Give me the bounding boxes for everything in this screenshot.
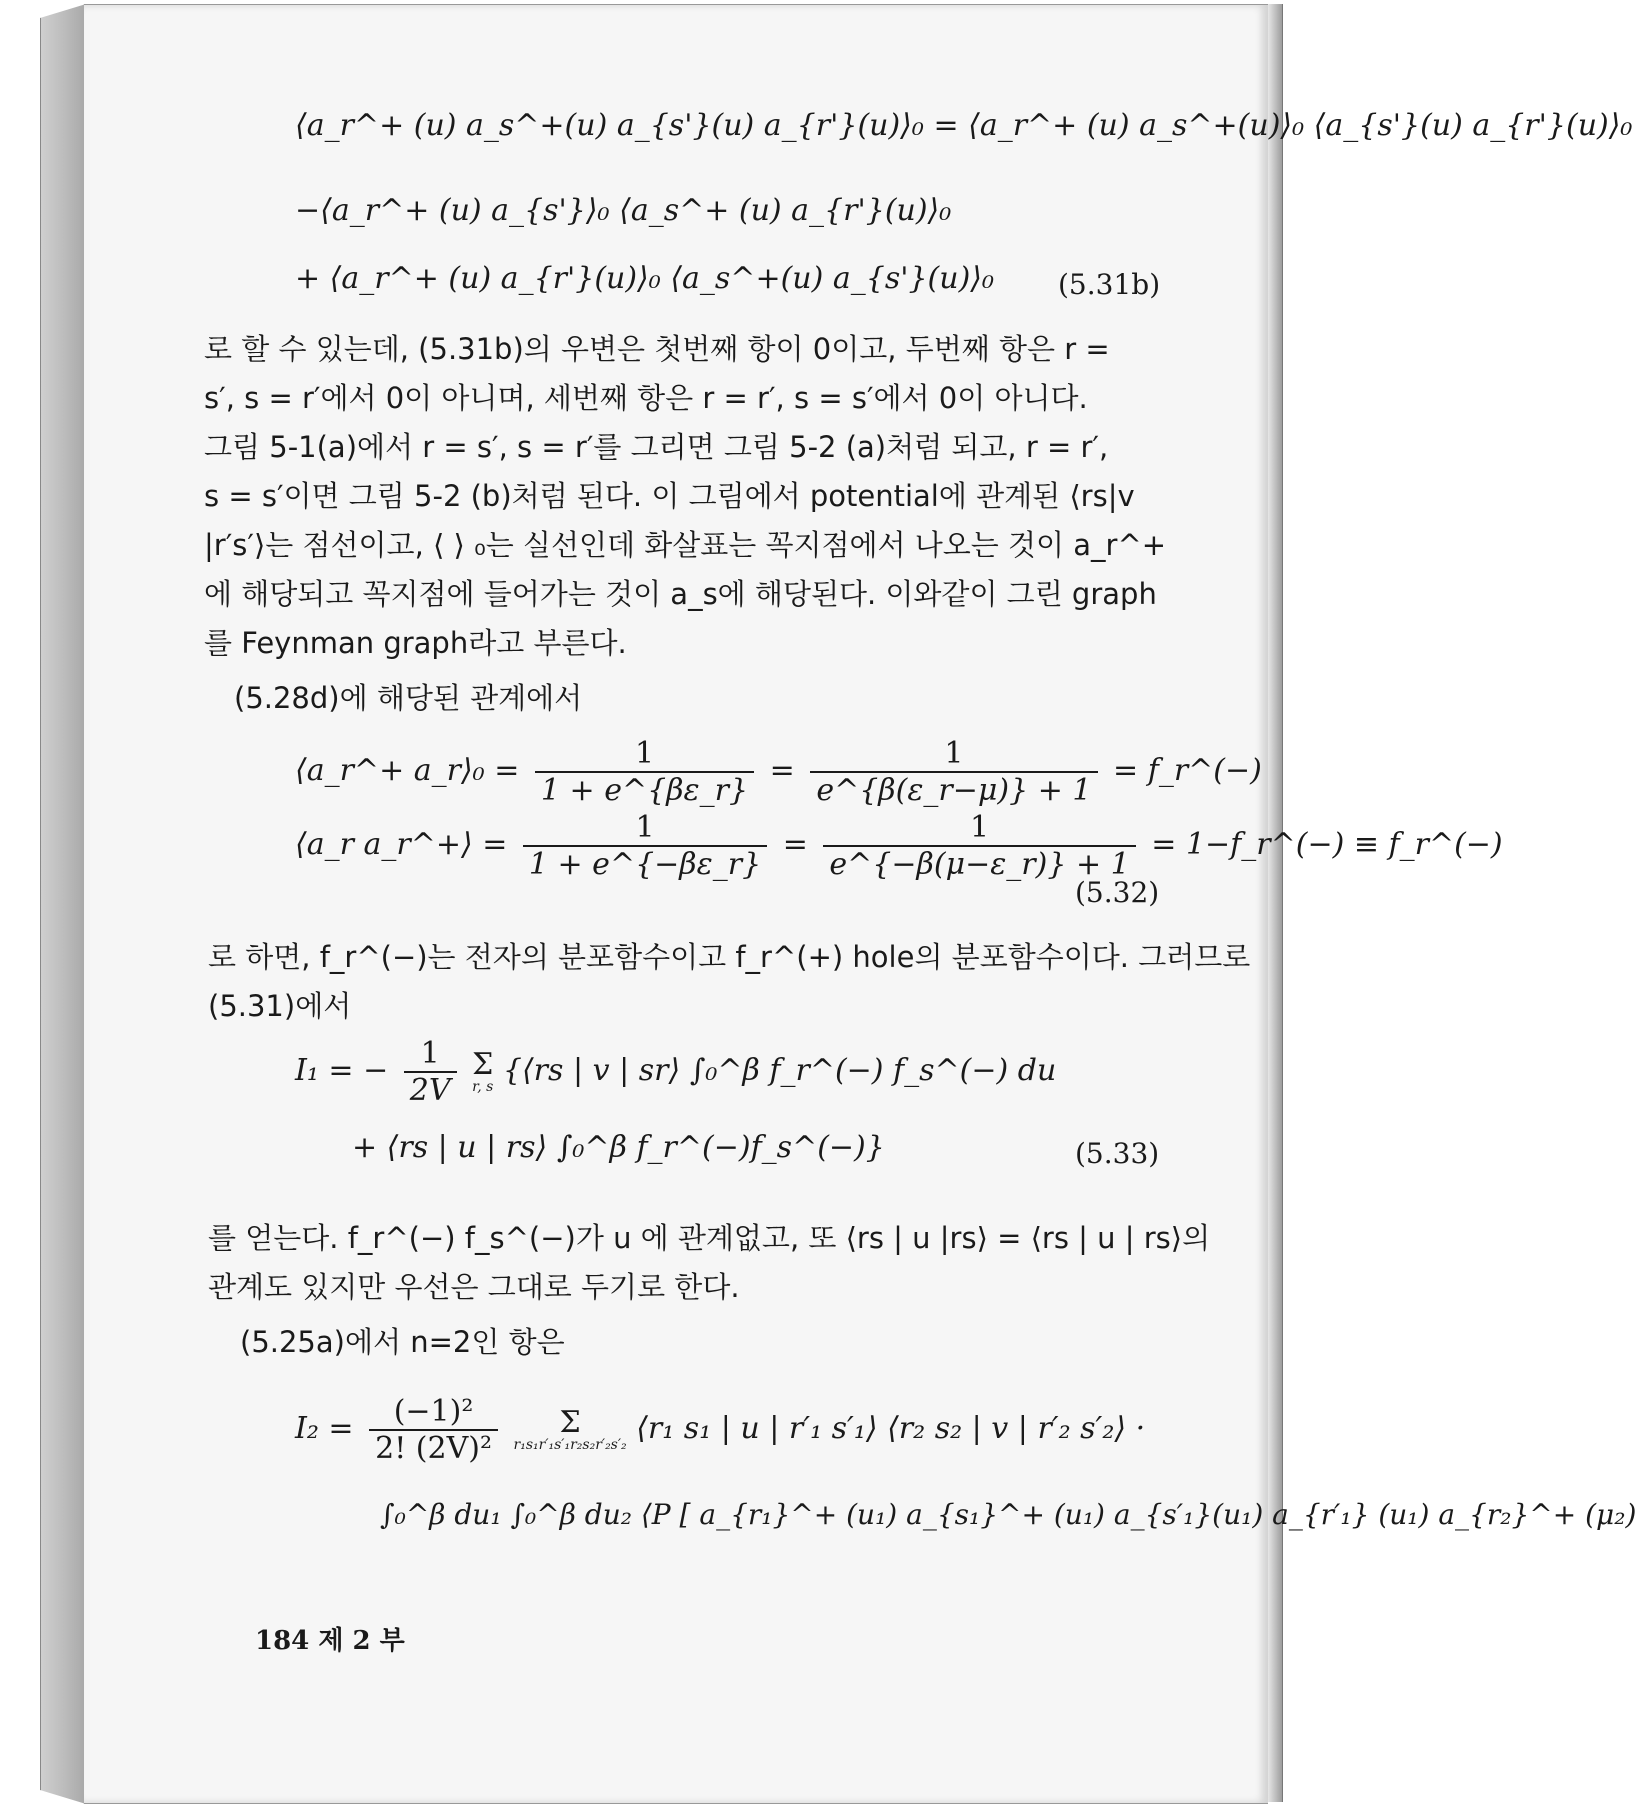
equation-5-31b-line1 bbox=[295, 108, 1632, 143]
equation-lhs: I₂ = bbox=[295, 1411, 354, 1446]
fraction-denominator: e^{−β(μ−ε_r)} + 1 bbox=[829, 847, 1130, 882]
equation-5-32-line2: ⟨a_r a_r^+⟩ = $\frac{1}{1 + e\^{}\{-\beta\varepsilon\_r\}}$ = $\frac{1}{e\^{}\{-\beta(\mu-\varepsilon\_r)\} + 1}$ = 1−f_r^(−) ≡ f_r^(−) bbox=[295, 810, 1503, 882]
fraction bbox=[369, 1394, 498, 1466]
fraction-numerator: 1 bbox=[523, 810, 767, 847]
paragraph-3 bbox=[208, 933, 1250, 1031]
text-line: (5.28d)에 해당된 관계에서 bbox=[234, 681, 583, 715]
equation-term: ⟨r₁ s₁ | u | r′₁ s′₁⟩ ⟨r₂ s₂ | v | r′₂ s′₂⟩ · bbox=[636, 1411, 1146, 1446]
equation-i2-line2 bbox=[380, 1498, 1636, 1531]
equation-text: −⟨a_r^+ (u) a_{s'}⟩₀ ⟨a_s^+ (u) a_{r'}(u)⟩₀ bbox=[295, 193, 952, 228]
equation-5-32-line1: ⟨a_r^+ a_r⟩₀ = $\frac{1}{1 + e\^{}\{\beta\varepsilon\_r\}}$ = $\frac{1}{e\^{}\{\beta(\varepsilon\_r-\mu)\} + 1}$ = f_r^(−) bbox=[295, 736, 1262, 808]
fraction bbox=[823, 810, 1135, 882]
fraction-denominator: 2! (2V)² bbox=[375, 1431, 492, 1466]
fraction-numerator: 1 bbox=[810, 736, 1097, 773]
text-line: 에 해당되고 꼭지점에 들어가는 것이 a_s에 해당된다. 이와같이 그린 graph bbox=[204, 577, 1157, 611]
text-line: 를 Feynman graph라고 부른다. bbox=[204, 626, 627, 660]
text-line: 관계도 있지만 우선은 그대로 두기로 한다. bbox=[208, 1270, 740, 1304]
summation-index: r, s bbox=[472, 1079, 494, 1095]
page-footer: 184 제 2 부 bbox=[255, 1626, 405, 1656]
text-line: (5.25a)에서 n=2인 항은 bbox=[240, 1325, 565, 1359]
fraction-denominator: 1 + e^{βε_r} bbox=[540, 773, 749, 808]
fraction-numerator: 1 bbox=[535, 736, 754, 773]
equation-text: + ⟨a_r^+ (u) a_{r'}(u)⟩₀ ⟨a_s^+(u) a_{s'}(u)⟩₀ bbox=[295, 261, 995, 296]
fraction bbox=[810, 736, 1097, 808]
fraction bbox=[523, 810, 767, 882]
paragraph-5 bbox=[240, 1318, 565, 1367]
paragraph-4 bbox=[208, 1214, 1210, 1312]
summation-sign: Σ bbox=[559, 1405, 581, 1440]
summation bbox=[513, 1405, 627, 1453]
equation-5-33-line1 bbox=[295, 1036, 1056, 1108]
equation-rhs: = 1−f_r^(−) ≡ f_r^(−) bbox=[1151, 827, 1503, 862]
text-line: (5.31)에서 bbox=[208, 989, 352, 1023]
text-line: s = s′이면 그림 5-2 (b)처럼 된다. 이 그림에서 potential에 관계된 ⟨rs|v bbox=[204, 479, 1135, 513]
equation-lhs: I₁ = − bbox=[295, 1053, 389, 1088]
fraction-denominator: 1 + e^{−βε_r} bbox=[528, 847, 762, 882]
fraction bbox=[535, 736, 754, 808]
fraction-denominator: 2V bbox=[409, 1073, 451, 1108]
equation-number-5-31b: (5.31b) bbox=[1058, 268, 1161, 301]
text-line: s′, s = r′에서 0이 아니며, 세번째 항은 r = r′, s = s′에서 0이 아니다. bbox=[204, 381, 1088, 415]
equation-5-31b-line3 bbox=[295, 261, 994, 296]
equation-i2-line1 bbox=[295, 1394, 1145, 1466]
equation-number-5-33: (5.33) bbox=[1075, 1137, 1160, 1170]
summation bbox=[472, 1047, 494, 1095]
text-line: 로 할 수 있는데, (5.31b)의 우변은 첫번째 항이 0이고, 두번째 항은 r = bbox=[204, 332, 1110, 366]
fraction-numerator: 1 bbox=[404, 1036, 457, 1073]
fraction-numerator: (−1)² bbox=[369, 1394, 498, 1431]
equation-text: ⟨a_r^+ (u) a_s^+(u) a_{s'}(u) a_{r'}(u)⟩₀ = ⟨a_r^+ (u) a_s^+(u)⟩₀ ⟨a_{s'}(u) a_{r'}(u)⟩₀ bbox=[295, 108, 1633, 143]
equation-term: {⟨rs | v | sr⟩ ∫₀^β f_r^(−) f_s^(−) du bbox=[502, 1053, 1057, 1088]
summation-sign: Σ bbox=[472, 1047, 494, 1082]
equation-term: ∫₀^β du₁ ∫₀^β du₂ ⟨P [ a_{r₁}^+ (u₁) a_{s₁}^+ (u₁) a_{s′₁}(u₁) a_{r′₁} (u₁) a_{r₂}^+ (μ₂) bbox=[380, 1498, 1636, 1531]
text-line: 그림 5-1(a)에서 r = s′, s = r′를 그리면 그림 5-2 (a)처럼 되고, r = r′, bbox=[204, 430, 1109, 464]
equation-rhs: = f_r^(−) bbox=[1113, 753, 1262, 788]
equation-lhs: ⟨a_r a_r^+⟩ = bbox=[295, 827, 508, 862]
fraction-numerator: 1 bbox=[823, 810, 1135, 847]
fraction bbox=[404, 1036, 457, 1108]
equation-5-33-line2 bbox=[352, 1130, 885, 1165]
paragraph-1 bbox=[204, 325, 1166, 668]
fraction-denominator: e^{β(ε_r−μ)} + 1 bbox=[816, 773, 1092, 808]
equation-lhs: ⟨a_r^+ a_r⟩₀ = bbox=[295, 753, 520, 788]
equation-number-5-32: (5.32) bbox=[1075, 876, 1160, 909]
text-line: 를 얻는다. f_r^(−) f_s^(−)가 u 에 관계없고, 또 ⟨rs | u |rs⟩ = ⟨rs | u | rs⟩의 bbox=[208, 1221, 1211, 1255]
equation-term: + ⟨rs | u | rs⟩ ∫₀^β f_r^(−)f_s^(−)} bbox=[352, 1130, 885, 1165]
equation-5-31b-line2 bbox=[295, 193, 951, 228]
text-line: |r′s′⟩는 점선이고, ⟨ ⟩ ₀는 실선인데 화살표는 꼭지점에서 나오는 것이 a_r^+ bbox=[204, 528, 1167, 562]
paragraph-2 bbox=[234, 674, 582, 723]
text-line: 로 하면, f_r^(−)는 전자의 분포함수이고 f_r^(+) hole의 분포함수이다. 그러므로 bbox=[208, 940, 1251, 974]
summation-index: r₁s₁r′₁s′₁r₂s₂r′₂s′₂ bbox=[513, 1437, 627, 1453]
